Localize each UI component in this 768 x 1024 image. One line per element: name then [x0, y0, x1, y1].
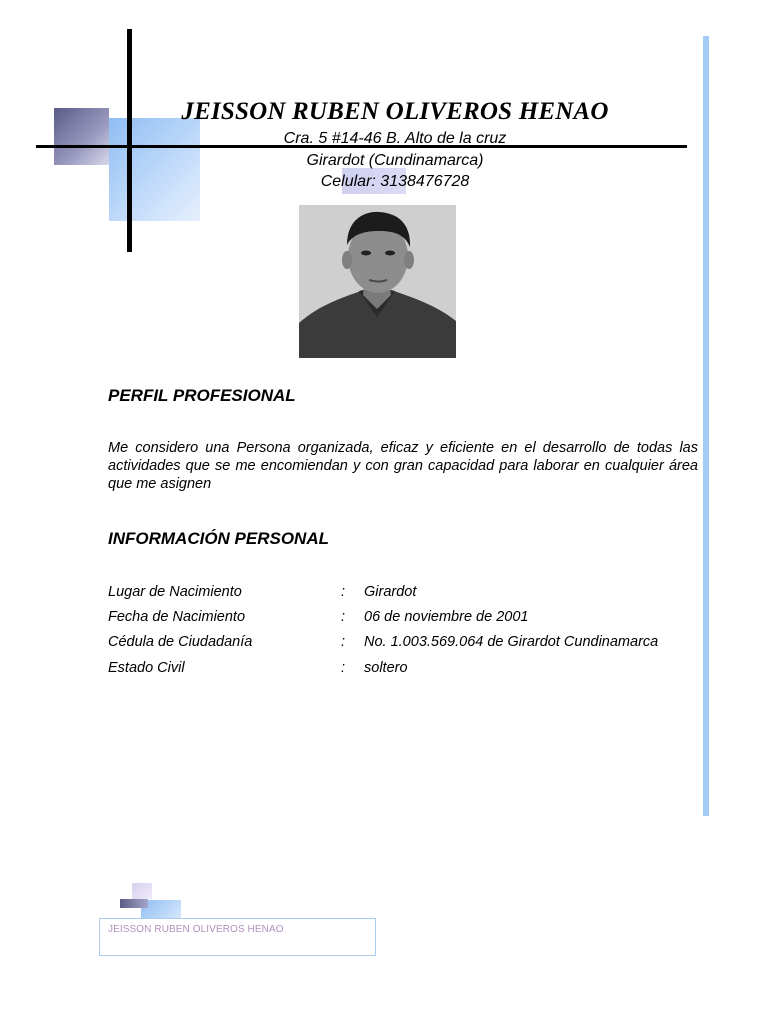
info-row-id — [108, 634, 708, 654]
info-value: soltero — [364, 660, 408, 676]
profile-text: Me considero una Persona organizada, eficaz y eficiente en el desarrollo de todas las actividades que se me encomiendan y con gran capacidad para laborar en cualquier área que me asignen — [108, 440, 698, 492]
info-row-birthdate — [108, 609, 708, 629]
phone-line: Celular: 3138476728 — [320, 173, 470, 190]
personal-info-heading: INFORMACIÓN PERSONAL — [108, 529, 329, 548]
info-value: Girardot — [364, 584, 417, 600]
footer-decorative-square — [132, 883, 152, 899]
info-label: Cédula de Ciudadanía — [108, 634, 253, 650]
profile-heading: PERFIL PROFESIONAL — [108, 386, 296, 405]
info-separator: : — [341, 609, 346, 625]
footer-name: JEISSON RUBEN OLIVEROS HENAO — [108, 924, 284, 935]
info-value: 06 de noviembre de 2001 — [364, 609, 529, 625]
info-separator: : — [341, 660, 346, 676]
info-row-birthplace — [108, 584, 708, 604]
cv-name-title: JEISSON RUBEN OLIVEROS HENAO — [181, 98, 609, 125]
profile-photo — [299, 205, 456, 358]
info-value: No. 1.003.569.064 de Girardot Cundinamarca — [364, 634, 659, 650]
info-label: Estado Civil — [108, 660, 185, 676]
info-separator: : — [341, 634, 346, 650]
info-label: Fecha de Nacimiento — [108, 609, 246, 625]
info-row-marital-status — [108, 660, 708, 680]
footer-decorative-bar — [120, 899, 148, 908]
city-line: Girardot (Cundinamarca) — [306, 152, 484, 169]
address-line: Cra. 5 #14-46 B. Alto de la cruz — [283, 130, 507, 147]
info-separator: : — [341, 584, 346, 600]
info-label: Lugar de Nacimiento — [108, 584, 242, 600]
